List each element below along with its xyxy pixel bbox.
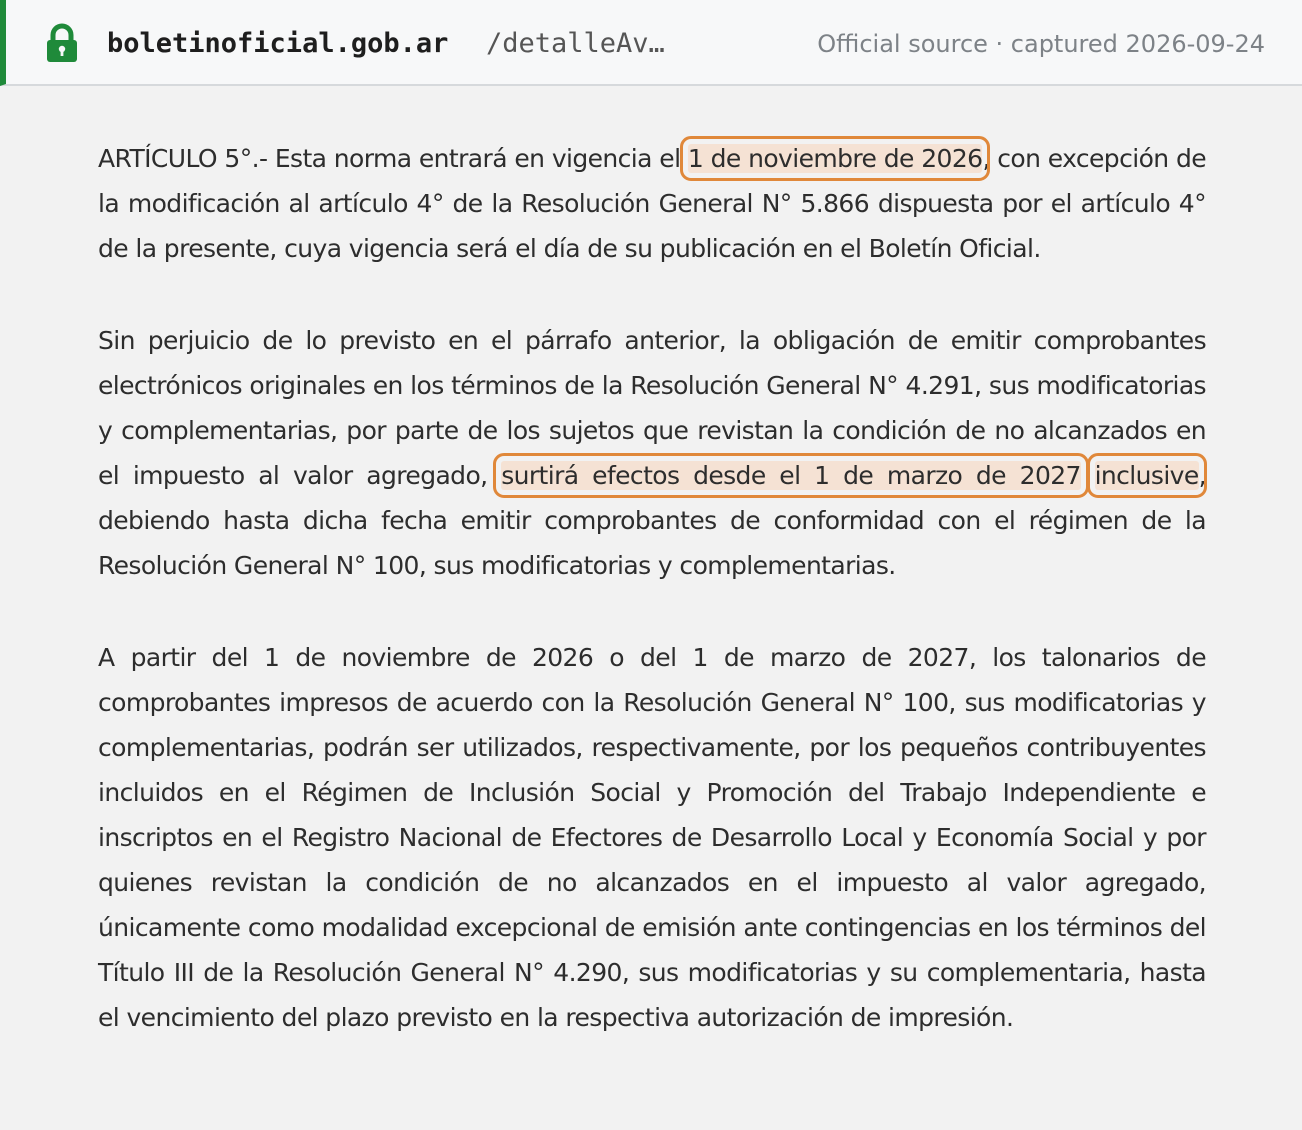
paragraph-2-text-b: , debiendo hasta dicha fecha emitir comprobantes de conformidad con el régimen de la Resolución General N° 100, sus modificatorias y complementarias. (98, 461, 1206, 580)
article-body (98, 136, 1206, 1087)
paragraph-1 (98, 136, 1206, 271)
paragraph-2-text-a: Sin perjuicio de lo previsto en el párrafo anterior, la obligación de emitir comprobantes electrónicos originales en los términos de la Resolución General N° 4.291, sus modificatorias y complementarias, por parte de los sujetos que revistan la condición de no alcanzados en el impuesto al valor agregado, (98, 326, 1206, 490)
lock-icon (44, 23, 80, 63)
paragraph-3: A partir del 1 de noviembre de 2026 o del 1 de marzo de 2027, los talonarios de comprobantes impresos de acuerdo con la Resolución General N° 100, sus modificatorias y complementarias, podrán ser utilizados, respectivamente, por los pequeños contribuyentes incluidos en el Régimen de Inclusión Social y Promoción del Trabajo Independiente e inscriptos en el Registro Nacional de Efectores de Desarrollo Local y Economía Social y por quienes revistan la condición de no alcanzados en el impuesto al valor agregado, únicamente como modalidad excepcional de emisión ante contingencias en los términos del Título III de la Resolución General N° 4.290, sus modificatorias y su complementaria, hasta el vencimiento del plazo previsto en la respectiva autorización de impresión. (98, 643, 1206, 1032)
capture-note: Official source · captured 2026-09-24 (817, 30, 1265, 58)
address-bar (0, 0, 1302, 86)
url-path[interactable]: /detalleAv… (486, 28, 665, 59)
highlight-effective-from: surtirá efectos desde el 1 de marzo de 2027 (501, 461, 1081, 490)
paragraph-1-text-a: ARTÍCULO 5°.- Esta norma entrará en vigencia el (98, 144, 688, 173)
paragraph-2-space (1081, 461, 1095, 490)
url-domain[interactable]: boletinoficial.gob.ar (107, 28, 449, 59)
paragraph-1-text-b: , con excepción de la modificación al artículo 4° de la Resolución General N° 5.866 dispuesta por el artículo 4° de la presente, cuya vigencia será el día de su publicación en el Boletín Oficial. (98, 144, 1206, 263)
paragraph-2 (98, 318, 1206, 588)
highlight-inclusive: inclusive (1094, 461, 1199, 490)
highlight-effective-date: 1 de noviembre de 2026 (687, 144, 983, 173)
